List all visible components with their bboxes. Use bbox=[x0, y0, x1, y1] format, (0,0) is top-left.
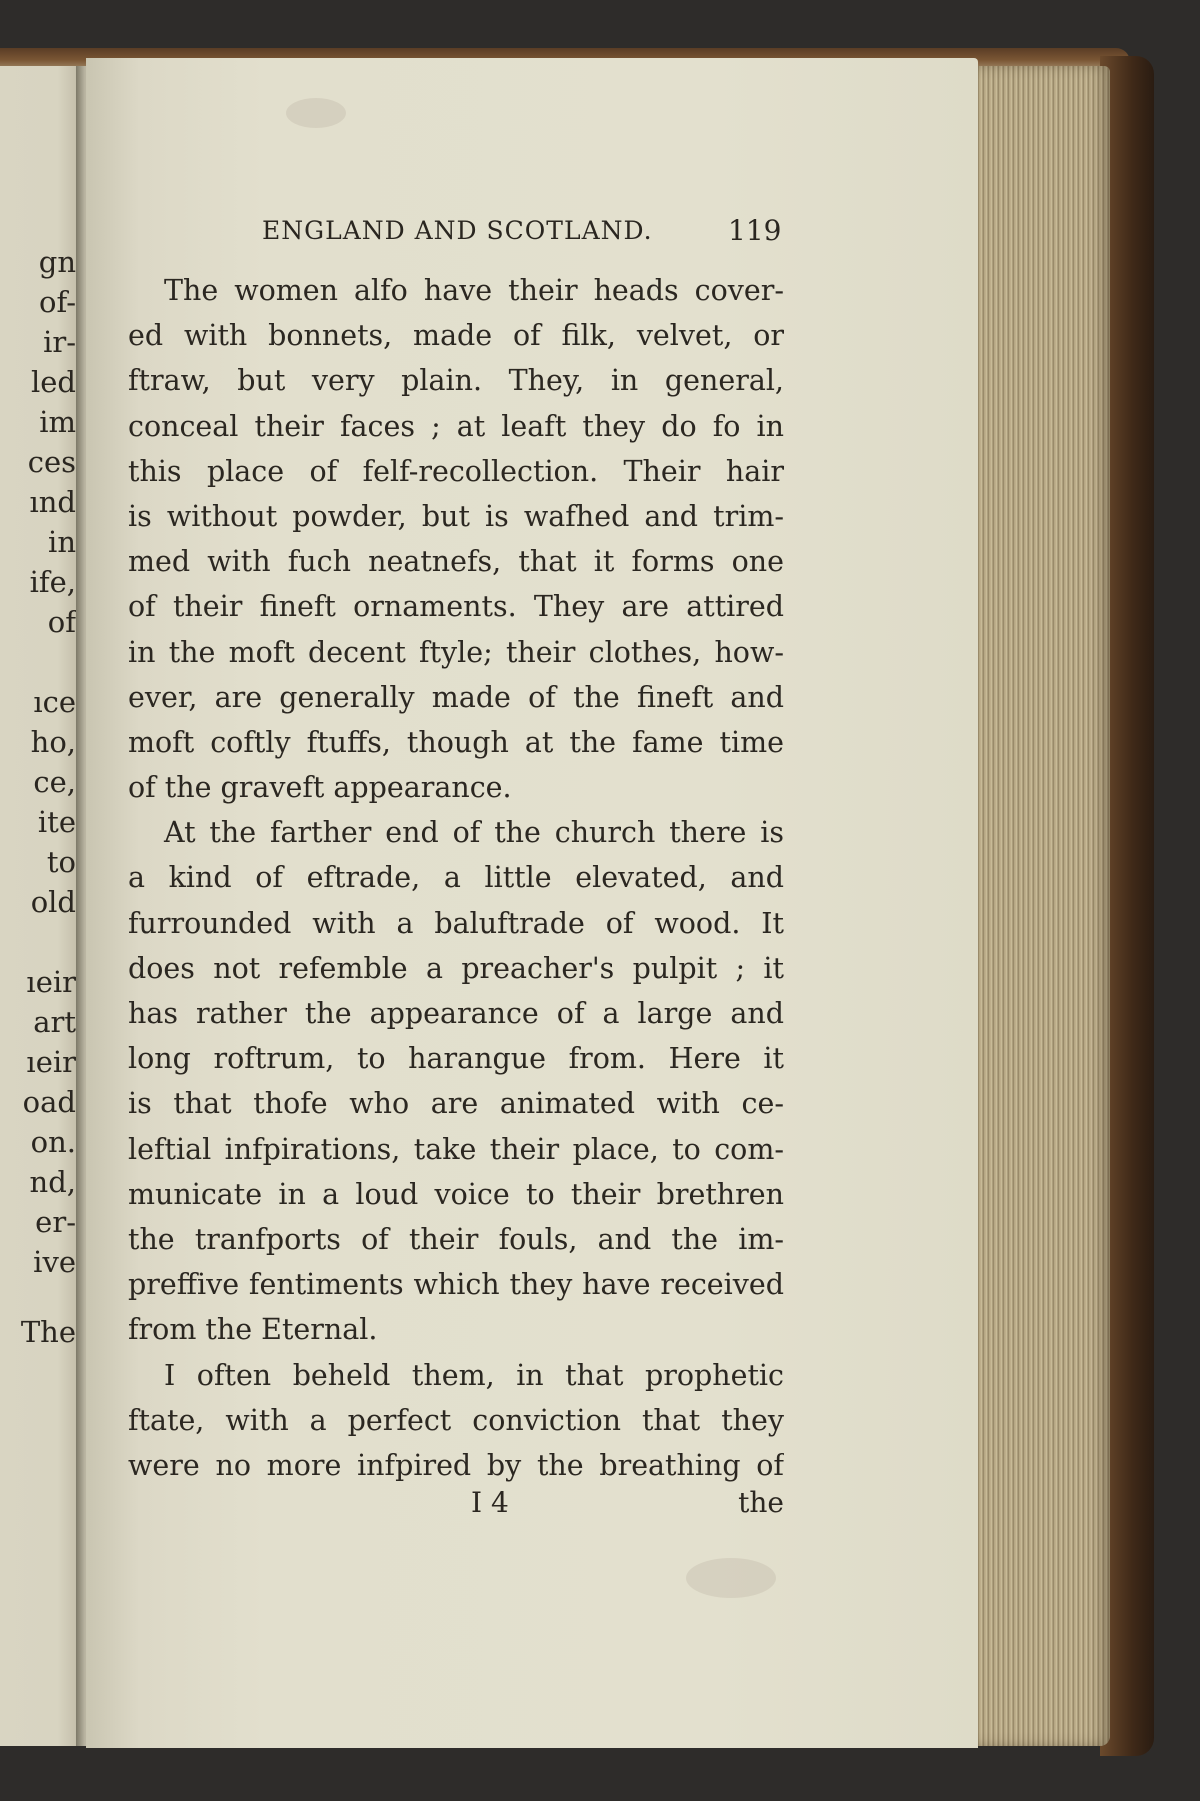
text-line: long roftrum, to harangue from. Here it bbox=[128, 1042, 784, 1076]
left-fragment: The bbox=[20, 1315, 76, 1349]
text-line: ever, are generally made of the fineft and bbox=[128, 680, 784, 714]
left-fragment: of bbox=[47, 605, 76, 639]
text-line: med with fuch neatnefs, that it forms one bbox=[128, 545, 784, 579]
left-fragment: ıce bbox=[33, 685, 76, 719]
left-fragment: ho, bbox=[30, 725, 76, 759]
left-fragment: ınd bbox=[29, 485, 76, 519]
left-fragment: ir- bbox=[43, 325, 76, 359]
text-line: furrounded with a baluftrade of wood. It bbox=[128, 906, 784, 940]
text-line: ed with bonnets, made of filk, velvet, or bbox=[128, 319, 784, 353]
text-line: I often beheld them, in that prophetic bbox=[164, 1358, 784, 1392]
text-line: is that thofe who are animated with ce- bbox=[128, 1087, 784, 1121]
left-page bbox=[0, 66, 82, 1746]
text-line: ftate, with a perfect conviction that they bbox=[128, 1403, 784, 1437]
left-fragment: led bbox=[30, 365, 76, 399]
text-line: has rather the appearance of a large and bbox=[128, 997, 784, 1030]
text-line: this place of felf-recollection. Their hair bbox=[128, 454, 784, 488]
left-fragment: art bbox=[33, 1005, 76, 1039]
paper-stain bbox=[686, 1558, 776, 1598]
text-line: from the Eternal. bbox=[128, 1313, 378, 1347]
paper-stain bbox=[286, 98, 346, 128]
text-line: the tranfports of their fouls, and the im- bbox=[128, 1222, 784, 1256]
text-line: were no more infpired by the breathing of bbox=[128, 1448, 784, 1482]
left-fragment: to bbox=[46, 845, 76, 879]
text-line: At the farther end of the church there is bbox=[164, 816, 784, 850]
text-line: municate in a loud voice to their brethren bbox=[128, 1177, 784, 1211]
page-block-edges bbox=[970, 66, 1110, 1746]
left-fragment: oad bbox=[22, 1085, 76, 1119]
text-line: of the graveft appearance. bbox=[128, 771, 512, 805]
left-fragment: old bbox=[30, 885, 76, 919]
signature-mark: I 4 bbox=[471, 1486, 509, 1519]
text-line: ftraw, but very plain. They, in general, bbox=[128, 364, 784, 398]
left-fragment: in bbox=[48, 525, 76, 559]
left-fragment: ıeir bbox=[26, 1045, 76, 1079]
catchword: the bbox=[738, 1486, 784, 1519]
text-line: moft coftly ftuffs, though at the fame time bbox=[128, 725, 784, 759]
left-fragment: ce, bbox=[33, 765, 76, 799]
text-line: preffive fentiments which they have received bbox=[128, 1268, 784, 1302]
page-footer bbox=[128, 1486, 784, 1526]
left-fragment: gn bbox=[38, 245, 76, 279]
left-fragment: of- bbox=[39, 285, 76, 319]
text-line: a kind of eftrade, a little elevated, and bbox=[128, 861, 784, 895]
running-head: ENGLAND AND SCOTLAND. bbox=[262, 216, 653, 245]
text-line: of their fineft ornaments. They are attired bbox=[128, 590, 784, 624]
left-fragment: ite bbox=[37, 805, 76, 839]
text-line: conceal their faces ; at leaft they do fo in bbox=[128, 409, 784, 443]
text-line: The women alfo have their heads cover- bbox=[164, 274, 784, 307]
text-line: does not refemble a preacher's pulpit ; it bbox=[128, 951, 784, 985]
text-line: is without powder, but is wafhed and trim- bbox=[128, 499, 784, 533]
left-fragment: ıeir bbox=[26, 965, 76, 999]
text-line: leftial infpirations, take their place, to com- bbox=[128, 1132, 784, 1166]
left-fragment: ces bbox=[27, 445, 76, 479]
left-fragment: on. bbox=[30, 1125, 76, 1159]
left-fragment: im bbox=[39, 405, 76, 439]
page-number: 119 bbox=[728, 214, 782, 247]
left-fragment: nd, bbox=[29, 1165, 76, 1199]
left-fragment: ife, bbox=[29, 565, 76, 599]
left-fragment: er- bbox=[35, 1205, 76, 1239]
left-fragment: ive bbox=[33, 1245, 76, 1279]
body-text bbox=[128, 268, 784, 1488]
text-line: in the moft decent ftyle; their clothes, how- bbox=[128, 635, 784, 669]
